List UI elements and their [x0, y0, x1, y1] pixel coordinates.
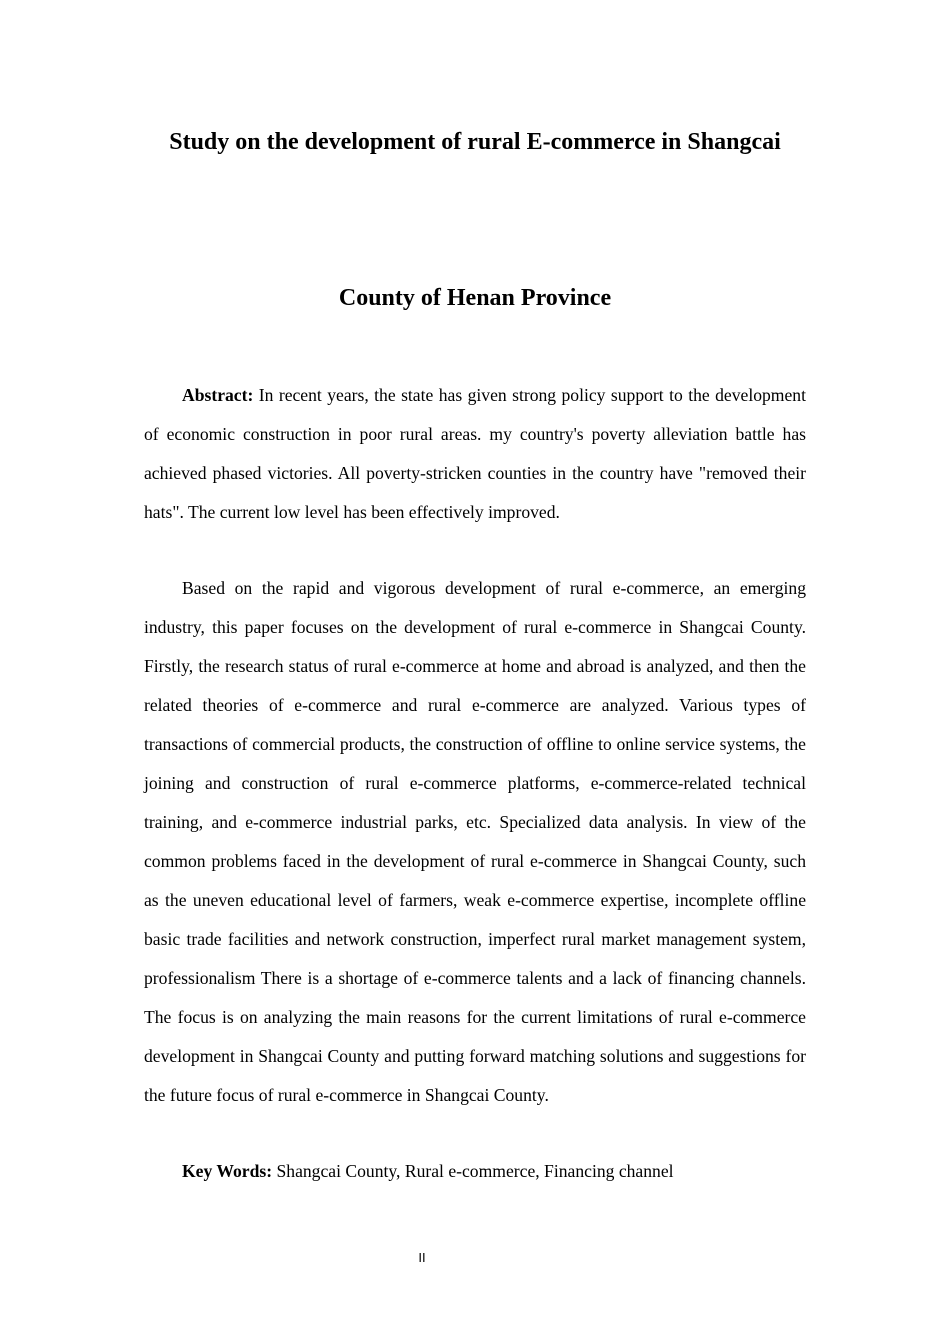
keywords-paragraph	[144, 1152, 806, 1191]
body-paragraph: Based on the rapid and vigorous development of rural e-commerce, an emerging industry, this paper focuses on the development of rural e-commerce in Shangcai County. Firstly, the research status of rural e-commerce at home and abroad is analyzed, and then the related theories of e-commerce and rural e-commerce are analyzed. Various types of transactions of commercial products, the construction of offline to online service systems, the joining and construction of rural e-commerce platforms, e-commerce-related technical training, and e-commerce industrial parks, etc. Specialized data analysis. In view of the common problems faced in the development of rural e-commerce in Shangcai County, such as the uneven educational level of farmers, weak e-commerce expertise, incomplete offline basic trade facilities and network construction, imperfect rural market management system, professionalism There is a shortage of e-commerce talents and a lack of financing channels. The focus is on analyzing the main reasons for the current limitations of rural e-commerce development in Shangcai County and putting forward matching solutions and suggestions for the future focus of rural e-commerce in Shangcai County.	[144, 578, 806, 1105]
keywords-label: Key Words:	[182, 1161, 273, 1181]
abstract-section	[144, 376, 806, 532]
page-number: II	[418, 1250, 426, 1265]
abstract-text: In recent years, the state has given strong policy support to the development of economic construction in poor rural areas. my country's poverty alleviation battle has achieved phased victories. All poverty-stricken counties in the country have "removed their hats". The current low level has been effectively improved.	[144, 385, 806, 522]
abstract-label: Abstract:	[182, 385, 254, 405]
title-line-1: Study on the development of rural E-commerce in Shangcai	[169, 129, 781, 155]
body-section	[144, 569, 806, 1115]
keywords-section	[144, 1152, 806, 1191]
keywords-text: Shangcai County, Rural e-commerce, Financing channel	[272, 1161, 674, 1181]
abstract-paragraph	[144, 376, 806, 532]
title-line-2: County of Henan Province	[338, 285, 612, 311]
